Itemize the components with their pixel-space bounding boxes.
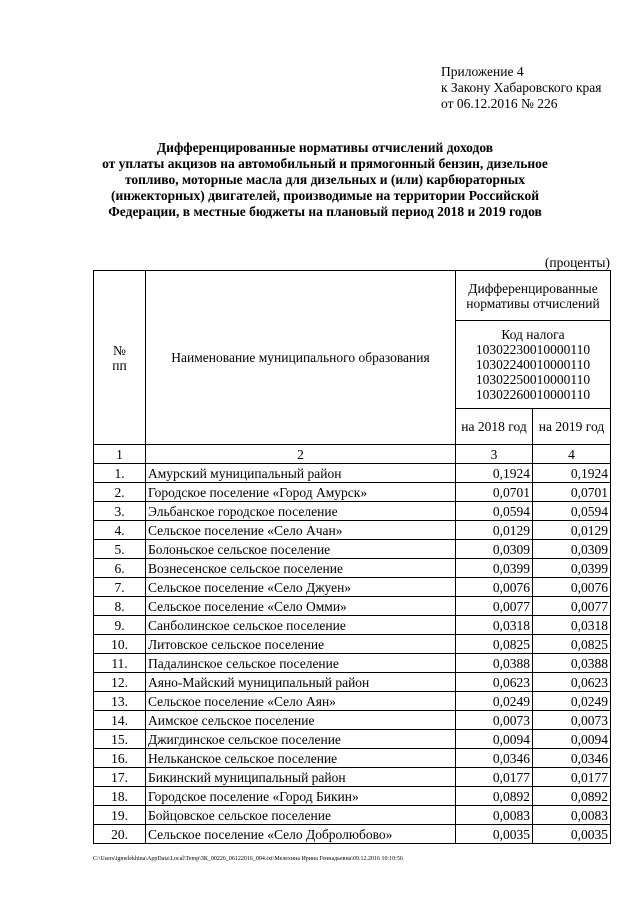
header-code-4: 10302260010000110 xyxy=(475,387,591,402)
norm-2018: 0,0073 xyxy=(456,711,533,730)
header-norms-line-2: нормативы отчислений xyxy=(466,295,600,311)
colnum-2: 2 xyxy=(146,445,456,464)
norm-2018: 0,0892 xyxy=(456,787,533,806)
row-number: 14. xyxy=(94,711,146,730)
norm-2018: 0,0594 xyxy=(456,502,533,521)
column-number-row xyxy=(94,445,611,464)
norm-2018: 0,0399 xyxy=(456,559,533,578)
row-number: 3. xyxy=(94,502,146,521)
norm-2018: 0,0076 xyxy=(456,578,533,597)
header-code-3: 10302250010000110 xyxy=(475,372,591,387)
norm-2018: 0,0035 xyxy=(456,825,533,844)
norm-2019: 0,0701 xyxy=(533,483,611,502)
norm-2019: 0,0318 xyxy=(533,616,611,635)
title-line-1: Дифференцированные нормативы отчислений доходов xyxy=(156,140,494,155)
table-row xyxy=(94,654,611,673)
norm-2018: 0,0077 xyxy=(456,597,533,616)
norm-2018: 0,0094 xyxy=(456,730,533,749)
units-label: (проценты) xyxy=(544,255,610,270)
table-row xyxy=(94,464,611,483)
norm-2019: 0,0249 xyxy=(533,692,611,711)
norm-2019: 0,0346 xyxy=(533,749,611,768)
document-title xyxy=(80,140,570,220)
municipality-name: Литовское сельское поселение xyxy=(146,635,456,654)
table-row xyxy=(94,730,611,749)
municipality-name: Аяно-Майский муниципальный район xyxy=(146,673,456,692)
header-norms-line-1: Дифференцированные xyxy=(468,280,598,296)
municipality-name: Бойцовское сельское поселение xyxy=(146,806,456,825)
norm-2019: 0,0594 xyxy=(533,502,611,521)
table-row xyxy=(94,540,611,559)
table-row xyxy=(94,825,611,844)
table-row xyxy=(94,768,611,787)
header-code-2: 10302240010000110 xyxy=(475,357,591,372)
norm-2019: 0,0623 xyxy=(533,673,611,692)
row-number: 5. xyxy=(94,540,146,559)
municipality-name: Санболинское сельское поселение xyxy=(146,616,456,635)
header-no xyxy=(94,271,146,445)
row-number: 15. xyxy=(94,730,146,749)
table-row xyxy=(94,806,611,825)
municipality-name: Джигдинское сельское поселение xyxy=(146,730,456,749)
row-number: 6. xyxy=(94,559,146,578)
municipality-name: Городское поселение «Город Амурск» xyxy=(146,483,456,502)
row-number: 18. xyxy=(94,787,146,806)
title-line-4: (инжекторных) двигателей, производимые на территории Российской xyxy=(110,188,540,203)
norm-2018: 0,0177 xyxy=(456,768,533,787)
norm-2018: 0,0309 xyxy=(456,540,533,559)
header-code-1: 10302230010000110 xyxy=(475,342,591,357)
colnum-4: 4 xyxy=(533,445,611,464)
row-number: 10. xyxy=(94,635,146,654)
row-number: 13. xyxy=(94,692,146,711)
municipality-name: Сельское поселение «Село Джуен» xyxy=(146,578,456,597)
table-row xyxy=(94,578,611,597)
title-line-3: топливо, моторные масла для дизельных и (или) карбюраторных xyxy=(124,172,526,187)
row-number: 17. xyxy=(94,768,146,787)
row-number: 16. xyxy=(94,749,146,768)
municipality-name: Падалинское сельское поселение xyxy=(146,654,456,673)
table-row xyxy=(94,692,611,711)
norm-2019: 0,0177 xyxy=(533,768,611,787)
norm-2019: 0,0892 xyxy=(533,787,611,806)
row-number: 1. xyxy=(94,464,146,483)
norm-2018: 0,0701 xyxy=(456,483,533,502)
norm-2018: 0,0825 xyxy=(456,635,533,654)
appendix-line-2: к Закону Хабаровского края xyxy=(441,80,602,95)
title-line-5: Федерации, в местные бюджеты на плановый период 2018 и 2019 годов xyxy=(108,204,542,219)
header-name: Наименование муниципального образования xyxy=(146,271,456,445)
row-number: 4. xyxy=(94,521,146,540)
file-path-footer: C:\Users\igmelekhina\AppData\Local\Temp\ЗК_00226_06122016_004.txt\Мелехина Ирина Геннадьевна\09.12.2016 10:10:56 xyxy=(93,856,403,862)
header-norms xyxy=(456,271,611,321)
municipality-name: Болоньское сельское поселение xyxy=(146,540,456,559)
header-codes-title: Код налога xyxy=(501,327,565,342)
norm-2019: 0,0083 xyxy=(533,806,611,825)
colnum-3: 3 xyxy=(456,445,533,464)
municipality-name: Бикинский муниципальный район xyxy=(146,768,456,787)
table-row xyxy=(94,502,611,521)
norm-2019: 0,0077 xyxy=(533,597,611,616)
municipality-name: Нельканское сельское поселение xyxy=(146,749,456,768)
municipality-name: Сельское поселение «Село Омми» xyxy=(146,597,456,616)
table-row xyxy=(94,483,611,502)
norm-2018: 0,0388 xyxy=(456,654,533,673)
table-row xyxy=(94,597,611,616)
municipality-name: Амурский муниципальный район xyxy=(146,464,456,483)
row-number: 9. xyxy=(94,616,146,635)
appendix-block xyxy=(441,64,602,112)
municipality-name: Сельское поселение «Село Ачан» xyxy=(146,521,456,540)
municipality-name: Аимское сельское поселение xyxy=(146,711,456,730)
norm-2018: 0,0346 xyxy=(456,749,533,768)
norm-2019: 0,0094 xyxy=(533,730,611,749)
table-row xyxy=(94,616,611,635)
norm-2019: 0,0035 xyxy=(533,825,611,844)
table-row xyxy=(94,749,611,768)
table-row xyxy=(94,635,611,654)
header-no-sign: № xyxy=(113,342,126,358)
table-row xyxy=(94,787,611,806)
row-number: 20. xyxy=(94,825,146,844)
row-number: 19. xyxy=(94,806,146,825)
table-row xyxy=(94,711,611,730)
colnum-1: 1 xyxy=(94,445,146,464)
row-number: 8. xyxy=(94,597,146,616)
norm-2018: 0,0129 xyxy=(456,521,533,540)
norm-2019: 0,0129 xyxy=(533,521,611,540)
municipality-name: Эльбанское городское поселение xyxy=(146,502,456,521)
appendix-line-1: Приложение 4 xyxy=(441,64,524,79)
appendix-line-3: от 06.12.2016 № 226 xyxy=(441,96,558,111)
norm-2018: 0,0249 xyxy=(456,692,533,711)
norm-2019: 0,0388 xyxy=(533,654,611,673)
municipality-name: Городское поселение «Город Бикин» xyxy=(146,787,456,806)
header-row-1 xyxy=(94,271,611,321)
norm-2018: 0,0623 xyxy=(456,673,533,692)
row-number: 7. xyxy=(94,578,146,597)
norm-2019: 0,0825 xyxy=(533,635,611,654)
municipality-name: Вознесенское сельское поселение xyxy=(146,559,456,578)
title-line-2: от уплаты акцизов на автомобильный и прямогонный бензин, дизельное xyxy=(102,156,548,171)
norm-2018: 0,1924 xyxy=(456,464,533,483)
row-number: 11. xyxy=(94,654,146,673)
table-row xyxy=(94,521,611,540)
row-number: 12. xyxy=(94,673,146,692)
municipality-name: Сельское поселение «Село Аян» xyxy=(146,692,456,711)
header-no-pp: пп xyxy=(112,357,127,373)
header-year-2019: на 2019 год xyxy=(533,409,611,445)
row-number: 2. xyxy=(94,483,146,502)
norms-table xyxy=(93,270,611,844)
municipality-name: Сельское поселение «Село Добролюбово» xyxy=(146,825,456,844)
table-row xyxy=(94,673,611,692)
header-codes xyxy=(456,321,611,409)
norm-2019: 0,1924 xyxy=(533,464,611,483)
header-year-2018: на 2018 год xyxy=(456,409,533,445)
table-row xyxy=(94,559,611,578)
norm-2019: 0,0399 xyxy=(533,559,611,578)
norm-2018: 0,0083 xyxy=(456,806,533,825)
norm-2019: 0,0309 xyxy=(533,540,611,559)
norm-2019: 0,0073 xyxy=(533,711,611,730)
norm-2018: 0,0318 xyxy=(456,616,533,635)
norm-2019: 0,0076 xyxy=(533,578,611,597)
